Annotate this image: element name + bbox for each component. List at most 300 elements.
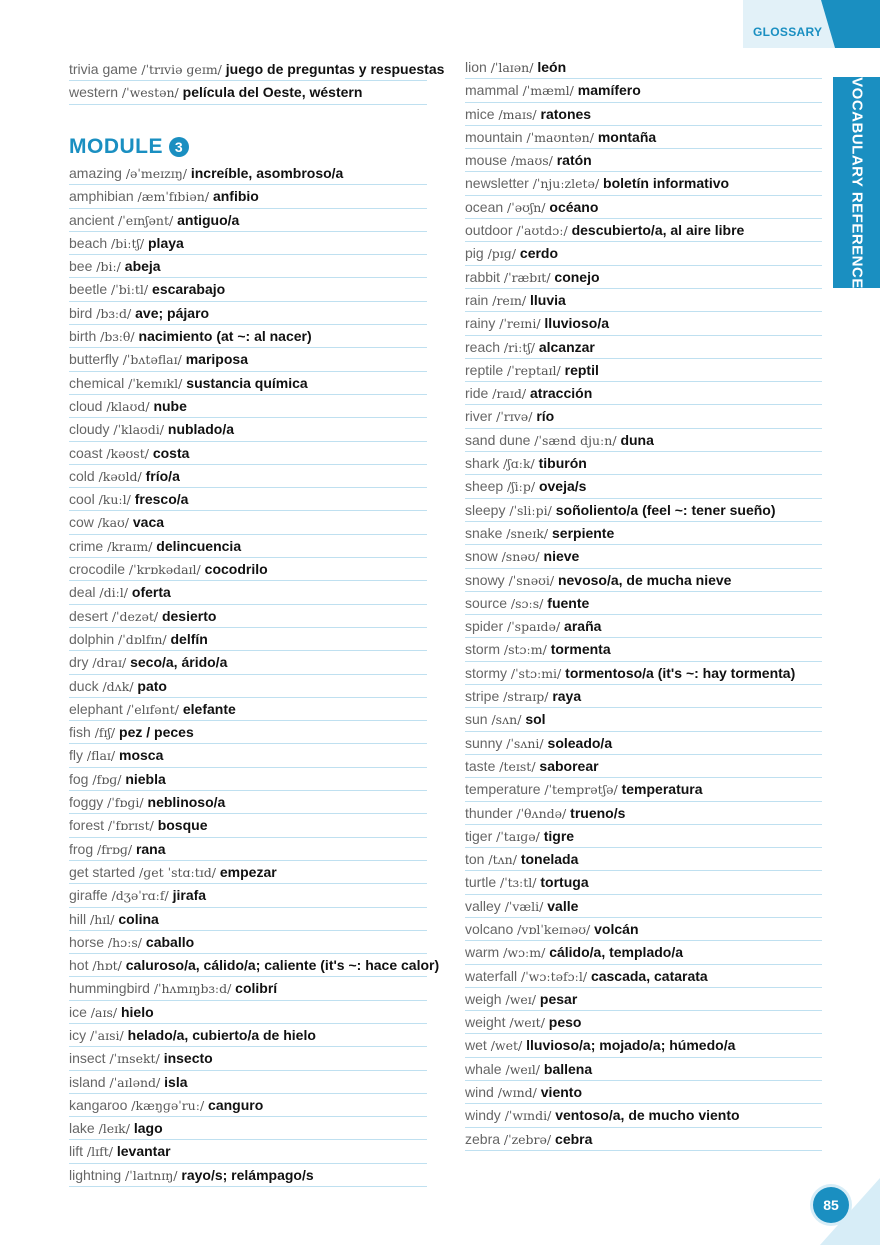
entry-pronunciation: /ˈeɪnʃənt/ (118, 212, 174, 228)
glossary-entry (465, 755, 822, 778)
glossary-entry (465, 1104, 822, 1127)
entry-word: warm (465, 944, 500, 961)
entry-pronunciation: /kuːl/ (98, 492, 131, 508)
glossary-entry (465, 615, 822, 638)
entry-pronunciation: /wet/ (490, 1038, 523, 1054)
entry-translation: tigre (543, 827, 575, 844)
entry-pronunciation: /ˈtɜːtl/ (500, 875, 537, 891)
entry-translation: nevoso/a, de mucha nieve (557, 571, 732, 588)
entry-word: frog (69, 840, 94, 857)
entry-translation: jirafa (172, 887, 207, 904)
entry-translation: soleado/a (547, 734, 613, 751)
entry-pronunciation: /straɪp/ (503, 689, 549, 705)
glossary-entry (465, 569, 822, 592)
entry-word: fly (69, 747, 83, 764)
glossary-entry (465, 103, 822, 126)
entry-word: rain (465, 291, 489, 308)
entry-word: desert (69, 607, 108, 624)
entry-word: deal (69, 584, 96, 601)
entry-translation: desierto (161, 607, 217, 624)
entry-word: island (69, 1073, 106, 1090)
entry-translation: reptil (564, 361, 599, 378)
glossary-entry (69, 1071, 427, 1094)
glossary-entry (69, 348, 427, 371)
entry-translation: vaca (132, 514, 165, 531)
entry-pronunciation: /draɪ/ (92, 655, 127, 671)
entry-word: waterfall (465, 967, 518, 984)
entry-translation: ballena (543, 1060, 593, 1077)
entry-word: outdoor (465, 222, 513, 239)
entry-word: forest (69, 817, 105, 834)
entry-translation: ratones (540, 105, 592, 122)
glossary-entry (465, 219, 822, 242)
entry-word: shark (465, 455, 500, 472)
entry-word: sunny (465, 734, 503, 751)
entry-translation: sol (525, 711, 546, 728)
glossary-entry (465, 79, 822, 102)
entry-word: pig (465, 245, 484, 262)
entry-word: beetle (69, 281, 108, 298)
entry-word: mammal (465, 82, 519, 99)
entry-translation: colina (118, 910, 159, 927)
entry-pronunciation: /vɒlˈkeɪnəʊ/ (517, 921, 591, 937)
entry-translation: antiguo/a (177, 211, 240, 228)
entry-translation: delfín (170, 630, 208, 647)
glossary-entry (465, 149, 822, 172)
entry-translation: pesar (539, 990, 578, 1007)
entry-pronunciation: /ˈreptaɪl/ (507, 362, 561, 378)
entry-pronunciation: /ˈfɒɡi/ (107, 795, 144, 811)
glossary-entry (69, 488, 427, 511)
entry-translation: cálido/a, templado/a (549, 944, 684, 961)
entry-pronunciation: /ˈlaɪtnɪŋ/ (125, 1167, 178, 1183)
glossary-entry (69, 931, 427, 954)
entry-pronunciation: /ˈkemɪkl/ (128, 375, 183, 391)
glossary-entry (465, 662, 822, 685)
entry-translation: colibrí (235, 980, 278, 997)
entry-pronunciation: /fɪʃ/ (94, 725, 116, 741)
entry-translation: descubierto/a, al aire libre (571, 222, 745, 239)
entry-pronunciation: /ɡet ˈstɑːtɪd/ (139, 864, 216, 880)
entry-word: crime (69, 537, 104, 554)
entry-word: whale (465, 1060, 502, 1077)
entry-word: weigh (465, 990, 502, 1007)
entry-pronunciation: /ˈelɪfənt/ (126, 701, 179, 717)
entry-translation: cocodrilo (204, 561, 268, 578)
glossary-entry (69, 418, 427, 441)
entry-pronunciation: /ˈwɔːtəfɔːl/ (521, 968, 588, 984)
entry-pronunciation: /ˈwɪndi/ (504, 1108, 552, 1124)
right-column-entries (465, 56, 822, 1151)
entry-translation: bosque (157, 817, 208, 834)
entry-word: lion (465, 59, 487, 75)
entry-translation: película del Oeste, wéstern (182, 84, 363, 101)
entry-word: storm (465, 641, 500, 658)
entry-translation: montaña (597, 128, 657, 145)
glossary-entry (465, 429, 822, 452)
entry-pronunciation: /kaʊ/ (97, 515, 129, 531)
entry-word: cool (69, 491, 95, 508)
entry-translation: lago (133, 1120, 163, 1137)
entry-pronunciation: /teɪst/ (499, 758, 536, 774)
entry-translation: alcanzar (538, 338, 595, 355)
entry-translation: conejo (554, 268, 600, 285)
glossary-entry (69, 1024, 427, 1047)
glossary-entry (465, 475, 822, 498)
glossary-entry (465, 382, 822, 405)
entry-word: kangaroo (69, 1096, 128, 1113)
entry-pronunciation: /hɒt/ (92, 958, 122, 974)
glossary-entry (465, 732, 822, 755)
entry-word: giraffe (69, 887, 108, 904)
entry-pronunciation: /raɪd/ (492, 386, 527, 402)
entry-word: sun (465, 711, 488, 728)
entry-pronunciation: /ˈsnəʊi/ (508, 572, 555, 588)
entry-pronunciation: /hɪl/ (90, 911, 115, 927)
entry-pronunciation: /weɪl/ (505, 1061, 540, 1077)
glossary-entry (465, 545, 822, 568)
glossary-entry (69, 908, 427, 931)
entry-pronunciation: /ˈlaɪən/ (490, 60, 534, 75)
glossary-entry (465, 965, 822, 988)
module-entries (69, 162, 440, 1187)
entry-translation: juego de preguntas y respuestas (225, 61, 445, 77)
entry-word: mountain (465, 128, 523, 145)
entry-word: mouse (465, 152, 508, 169)
glossary-entry (69, 628, 427, 651)
entry-pronunciation: /ʃɑːk/ (503, 456, 535, 472)
entry-translation: caballo (145, 933, 195, 950)
entry-word: icy (69, 1026, 87, 1043)
entry-pronunciation: /ˈaɪsi/ (90, 1027, 124, 1043)
entry-translation: peso (548, 1014, 582, 1031)
entry-translation: lluvioso/a (544, 315, 609, 332)
glossary-entry (465, 708, 822, 731)
entry-pronunciation: /ˈreɪni/ (499, 316, 541, 332)
entry-translation: duna (620, 431, 654, 448)
entry-translation: tormenta (550, 641, 611, 658)
entry-translation: increíble, asombroso/a (190, 165, 344, 181)
entry-pronunciation: /riːtʃ/ (503, 339, 535, 355)
entry-pronunciation: /ˈaʊtdɔː/ (516, 223, 568, 239)
glossary-entry (69, 1047, 427, 1070)
glossary-entry (69, 185, 427, 208)
entry-word: tiger (465, 827, 493, 844)
glossary-entry (465, 941, 822, 964)
glossary-entry (465, 452, 822, 475)
glossary-entry (465, 499, 822, 522)
entry-translation: cascada, catarata (590, 967, 708, 984)
glossary-entry (465, 988, 822, 1011)
glossary-entry (69, 838, 427, 861)
entry-pronunciation: /weɪt/ (509, 1015, 545, 1031)
entry-word: elephant (69, 700, 123, 717)
entry-word: bee (69, 258, 93, 275)
entry-translation: temperatura (621, 781, 703, 798)
glossary-entry (69, 81, 427, 104)
entry-pronunciation: /wɔːm/ (503, 945, 546, 961)
entry-word: amazing (69, 165, 122, 181)
entry-pronunciation: /sneɪk/ (506, 525, 549, 541)
entry-translation: niebla (125, 770, 166, 787)
glossary-entry (69, 791, 427, 814)
glossary-entry (69, 651, 427, 674)
glossary-entry (465, 895, 822, 918)
entry-pronunciation: /bɜːθ/ (100, 329, 135, 345)
entry-word: thunder (465, 804, 513, 821)
entry-pronunciation: /kraɪm/ (107, 538, 153, 554)
entry-word: wind (465, 1084, 494, 1101)
entry-translation: nube (153, 397, 187, 414)
entry-translation: isla (164, 1073, 188, 1090)
entry-translation: mamífero (577, 82, 641, 99)
entry-word: cloudy (69, 421, 110, 438)
entry-pronunciation: /frɒɡ/ (97, 841, 133, 857)
entry-word: sleepy (465, 501, 506, 518)
entry-word: rainy (465, 315, 496, 332)
entry-word: foggy (69, 794, 104, 811)
entry-word: reptile (465, 361, 504, 378)
entry-translation: león (537, 59, 567, 75)
entry-pronunciation: /ˈaɪlənd/ (109, 1074, 161, 1090)
entry-word: lightning (69, 1166, 122, 1183)
entry-pronunciation: /flaɪ/ (86, 748, 116, 764)
glossary-entry (465, 196, 822, 219)
entry-pronunciation: /reɪn/ (492, 292, 527, 308)
entry-word: ice (69, 1003, 87, 1020)
entry-translation: nublado/a (167, 421, 235, 438)
entry-word: source (465, 594, 508, 611)
entry-pronunciation: /ʃiːp/ (507, 479, 536, 495)
entry-word: dry (69, 654, 89, 671)
entry-word: snake (465, 524, 503, 541)
glossary-entry (69, 1140, 427, 1163)
glossary-tab-shape (743, 0, 880, 48)
glossary-entry (465, 778, 822, 801)
entry-word: reach (465, 338, 501, 355)
entry-pronunciation: /dʌk/ (102, 678, 134, 694)
glossary-entry (465, 1081, 822, 1104)
entry-word: rabbit (465, 268, 501, 285)
glossary-entry (69, 162, 427, 185)
glossary-entry (69, 675, 427, 698)
entry-pronunciation: /weɪ/ (505, 991, 537, 1007)
entry-word: trivia game (69, 61, 138, 77)
entry-word: temperature (465, 781, 541, 798)
glossary-entry (69, 1001, 427, 1024)
entry-translation: fuente (547, 594, 590, 611)
entry-pronunciation: /biːtʃ/ (111, 235, 145, 251)
glossary-entry (69, 605, 427, 628)
entry-translation: seco/a, árido/a (130, 654, 228, 671)
glossary-entry (465, 1128, 822, 1151)
glossary-entry (465, 685, 822, 708)
entry-translation: frío/a (145, 467, 180, 484)
entry-word: western (69, 84, 119, 101)
entry-translation: cebra (555, 1130, 593, 1147)
vocabulary-reference-label: VOCABULARY REFERENCE (848, 76, 865, 289)
entry-word: newsletter (465, 175, 529, 192)
glossary-entry (465, 918, 822, 941)
entry-word: windy (465, 1107, 501, 1124)
entry-pronunciation: /ˈmæml/ (522, 83, 574, 99)
entry-word: ride (465, 385, 489, 402)
glossary-entry (465, 802, 822, 825)
entry-translation: boletín informativo (603, 175, 730, 192)
entry-pronunciation: /ˈsʌni/ (506, 735, 544, 751)
module-number-badge: 3 (169, 137, 189, 157)
entry-translation: escarabajo (152, 281, 226, 298)
entry-word: butterfly (69, 351, 119, 368)
entry-word: cow (69, 514, 94, 531)
glossary-entry (465, 638, 822, 661)
entry-word: mice (465, 105, 495, 122)
entry-translation: hielo (120, 1003, 154, 1020)
glossary-entry (465, 172, 822, 195)
entry-word: insect (69, 1050, 106, 1067)
entry-word: snow (465, 548, 498, 565)
entry-translation: araña (564, 618, 602, 635)
entry-pronunciation: /aɪs/ (90, 1004, 118, 1020)
glossary-entry (69, 255, 427, 278)
entry-pronunciation: /ˈɪnsekt/ (109, 1051, 160, 1067)
glossary-entry (465, 126, 822, 149)
entry-word: sand dune (465, 431, 531, 448)
glossary-entry (69, 465, 427, 488)
entry-pronunciation: /əˈmeɪzɪŋ/ (125, 166, 187, 181)
entry-pronunciation: /ˈbʌtəflaɪ/ (122, 352, 182, 368)
entry-translation: elefante (182, 700, 236, 717)
entry-word: ton (465, 851, 485, 868)
glossary-entry (69, 302, 427, 325)
entry-word: chemical (69, 374, 125, 391)
glossary-entry (465, 522, 822, 545)
entry-word: stormy (465, 664, 507, 681)
entry-pronunciation: /wɪnd/ (497, 1085, 537, 1101)
entry-pronunciation: /ˈbiːtl/ (111, 282, 149, 298)
entry-word: lake (69, 1120, 95, 1137)
glossary-entry (465, 336, 822, 359)
module-heading (69, 132, 189, 162)
page-number: 85 (813, 1187, 849, 1223)
entry-pronunciation: /ˈzebrə/ (503, 1131, 552, 1147)
glossary-entry (69, 232, 427, 255)
entry-pronunciation: /lɪft/ (86, 1144, 113, 1160)
glossary-entry (69, 814, 427, 837)
entry-pronunciation: /klaʊd/ (106, 398, 150, 414)
entry-pronunciation: /dʒəˈrɑːf/ (111, 888, 169, 904)
glossary-entry (69, 861, 427, 884)
entry-pronunciation: /maʊs/ (510, 153, 553, 169)
entry-pronunciation: /ˈtemprətʃə/ (544, 782, 618, 798)
entry-translation: río (536, 408, 555, 425)
entry-pronunciation: /ˈwestən/ (121, 85, 179, 101)
entry-word: volcano (465, 920, 514, 937)
entry-pronunciation: /ˈkrɒkədaɪl/ (128, 562, 201, 578)
entry-pronunciation: /ˈrɪvə/ (496, 409, 533, 425)
glossary-label: GLOSSARY (753, 25, 823, 39)
entry-word: river (465, 408, 493, 425)
entry-pronunciation: /ˈəʊʃn/ (507, 199, 546, 215)
entry-translation: playa (148, 234, 184, 251)
entry-pronunciation: /ˈnjuːzletə/ (532, 176, 600, 192)
entry-pronunciation: /ˈtrɪviə ɡeɪm/ (141, 62, 222, 77)
entry-translation: tonelada (520, 851, 579, 868)
entry-pronunciation: /kəʊld/ (98, 468, 142, 484)
glossary-entry (465, 289, 822, 312)
entry-pronunciation: /kæŋɡəˈruː/ (131, 1097, 205, 1113)
entry-translation: trueno/s (570, 804, 626, 821)
glossary-entry (69, 395, 427, 418)
entry-pronunciation: /bɜːd/ (96, 305, 132, 321)
entry-translation: abeja (124, 258, 161, 275)
glossary-entry (69, 744, 427, 767)
entry-pronunciation: /tʌn/ (488, 852, 517, 868)
entry-pronunciation: /ˈsliːpi/ (509, 502, 552, 518)
entry-pronunciation: /snəʊ/ (501, 549, 540, 565)
entry-word: coast (69, 444, 103, 461)
glossary-tab (743, 0, 880, 48)
entry-word: ancient (69, 211, 115, 228)
entry-word: beach (69, 234, 108, 251)
entry-word: ocean (465, 198, 504, 215)
entry-translation: viento (540, 1084, 582, 1101)
entry-translation: sustancia química (186, 374, 308, 391)
entry-word: bird (69, 304, 93, 321)
entry-translation: anfibio (212, 188, 259, 205)
glossary-entry (69, 278, 427, 301)
glossary-entry (69, 581, 427, 604)
glossary-entry (465, 266, 822, 289)
entry-word: taste (465, 757, 496, 774)
entry-word: weight (465, 1014, 506, 1031)
entry-word: fish (69, 724, 91, 741)
entry-translation: serpiente (552, 524, 615, 541)
entry-word: spider (465, 618, 504, 635)
entry-word: stripe (465, 688, 500, 705)
entry-translation: pez / peces (119, 724, 194, 741)
entry-pronunciation: /ˈklaʊdi/ (113, 422, 164, 438)
entry-translation: valle (547, 897, 579, 914)
glossary-entry (69, 535, 427, 558)
entry-translation: atracción (530, 385, 593, 402)
entry-translation: volcán (594, 920, 639, 937)
vocabulary-reference-tab (833, 77, 880, 288)
entry-translation: cerdo (519, 245, 559, 262)
entry-pronunciation: /diːl/ (99, 585, 128, 601)
glossary-entry (69, 954, 440, 977)
glossary-entry (69, 558, 427, 581)
entry-word: hill (69, 910, 87, 927)
entry-pronunciation: /fɒɡ/ (92, 771, 122, 787)
glossary-entry (69, 209, 427, 232)
entry-translation: caluroso/a, cálido/a; caliente (it's ~: hace calor) (125, 957, 440, 974)
glossary-entry (465, 1011, 822, 1034)
entry-translation: saborear (539, 757, 599, 774)
entry-word: cloud (69, 397, 103, 414)
glossary-entry (465, 359, 822, 382)
entry-word: amphibian (69, 188, 134, 205)
entry-translation: ratón (556, 152, 592, 169)
entry-translation: rana (135, 840, 166, 857)
entry-pronunciation: /sʌn/ (491, 712, 522, 728)
entry-translation: tormentoso/a (it's ~: hay tormenta) (565, 664, 796, 681)
glossary-entry (465, 592, 822, 615)
entry-word: get started (69, 863, 136, 880)
entry-pronunciation: /pɪɡ/ (487, 246, 517, 262)
entry-translation: ventoso/a, de mucho viento (555, 1107, 740, 1124)
entry-translation: canguro (208, 1096, 264, 1113)
